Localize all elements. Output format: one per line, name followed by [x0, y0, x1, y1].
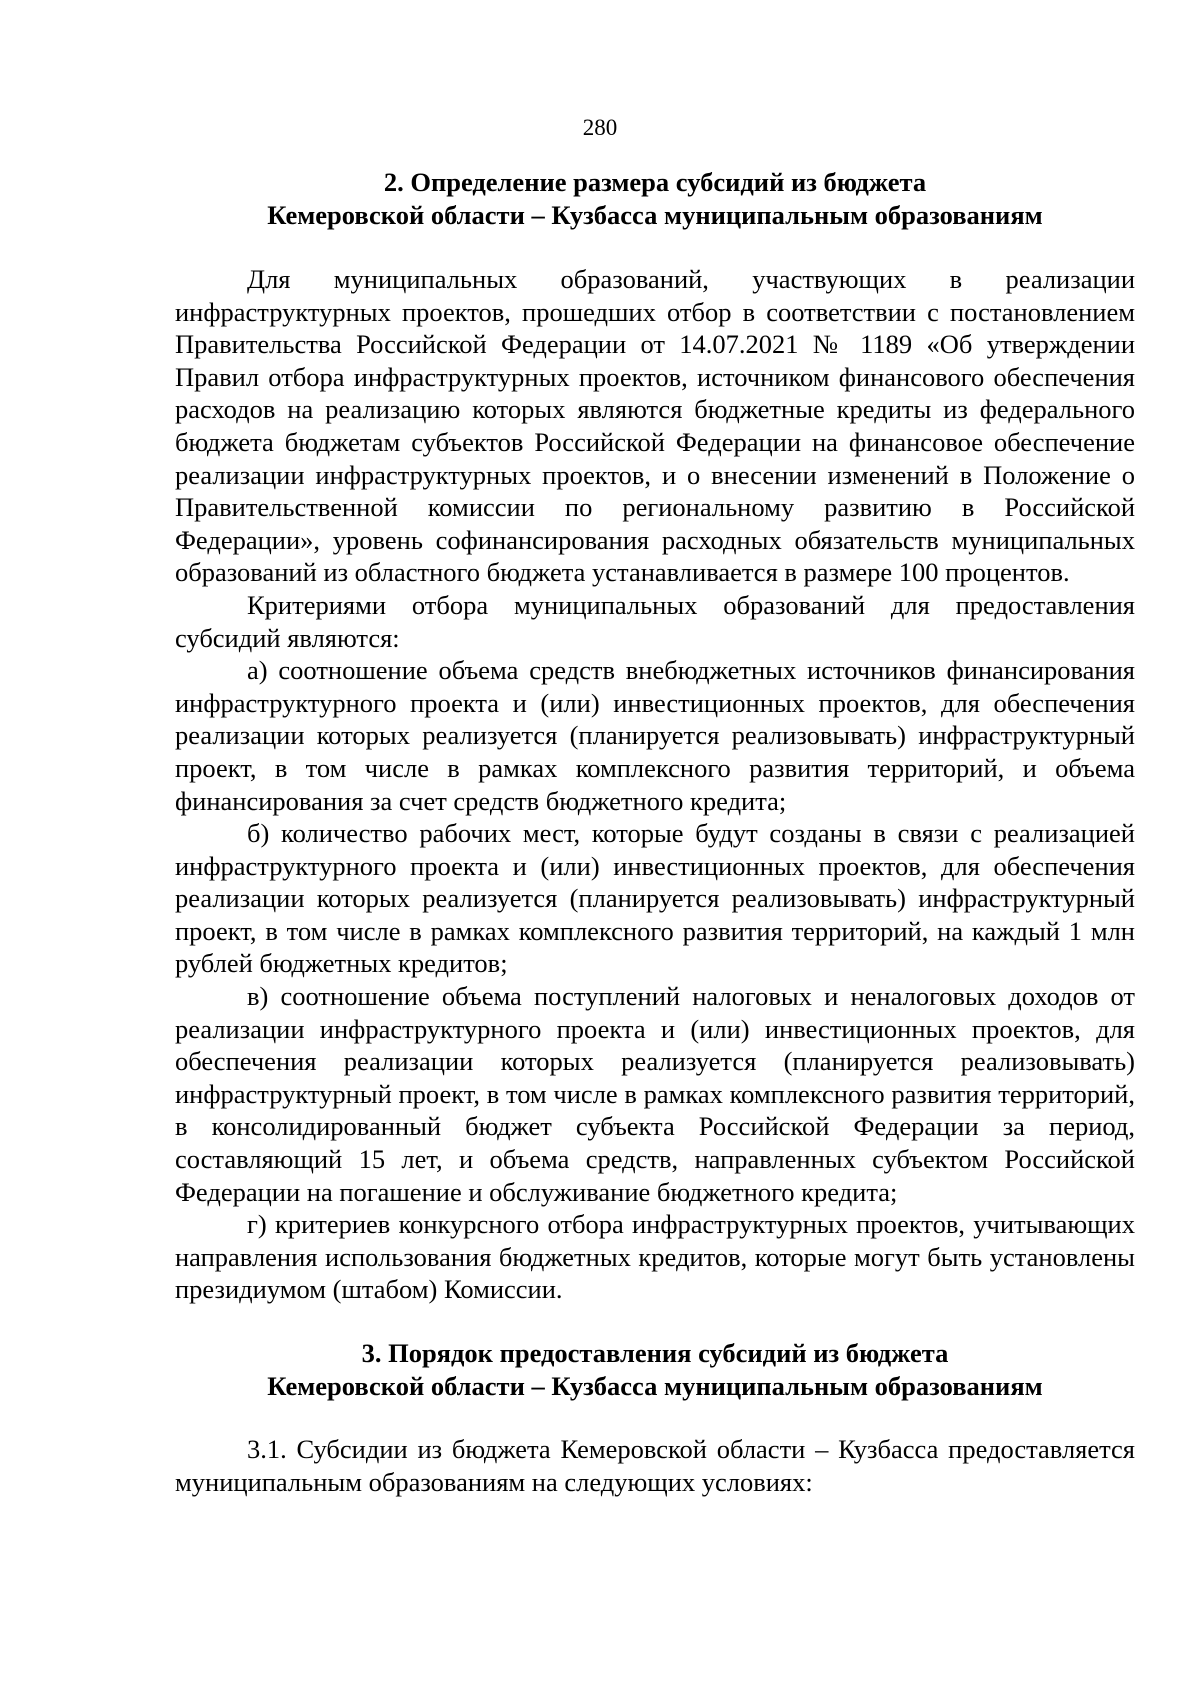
section-2-heading-line-2: Кемеровской области – Кузбасса муниципальным образованиям [267, 200, 1043, 230]
section-3-heading-line-1: 3. Порядок предоставления субсидий из бюджета [361, 1338, 949, 1368]
section-2-paragraph-criteria: Критериями отбора муниципальных образований для предоставления субсидий являются: [175, 589, 1135, 653]
section-3-paragraph-3-1: 3.1. Субсидии из бюджета Кемеровской области – Кузбасса предоставляется муниципальным образованиям на следующих условиях: [175, 1434, 1135, 1497]
section-3-heading-line-2: Кемеровской области – Кузбасса муниципальным образованиям [267, 1371, 1043, 1401]
criterion-a: а) соотношение объема средств внебюджетных источников финансирования инфраструктурного проекта и (или) инвестиционных проектов, для обеспечения реализации которых реализуется (планируется реализовывать) инфраструктурный проект, в том числе в рамках комплексного развития территорий, и объема финансирования за счет средств бюджетного кредита; [175, 655, 1135, 816]
page-number: 280 [582, 115, 618, 140]
section-2-heading-line-1: 2. Определение размера субсидий из бюджета [383, 167, 927, 197]
criterion-v: в) соотношение объема поступлений налоговых и неналоговых доходов от реализации инфраструктурного проекта и (или) инвестиционных проектов, для обеспечения реализации которых реализуется (планируется реализовывать) инфраструктурный проект, в том числе в рамках комплексного развития территорий, в консолидированный бюджет субъекта Российской Федерации за период, составляющий 15 лет, и объема средств, направленных субъектом Российской Федерации на погашение и обслуживание бюджетного кредита; [175, 981, 1135, 1207]
page-content [175, 166, 1135, 1498]
section-2-heading [175, 166, 1135, 232]
section-2-paragraph-intro: Для муниципальных образований, участвующих в реализации инфраструктурных проектов, прошедших отбор в соответствии с постановлением Правительства Российской Федерации от 14.07.2021 № 1189 «Об утверждении Правил отбора инфраструктурных проектов, источником финансового обеспечения расходов на реализацию которых являются бюджетные кредиты из федерального бюджета бюджетам субъектов Российской Федерации на финансовое обеспечение реализации инфраструктурных проектов, и о внесении изменений в Положение о Правительственной комиссии по региональному развитию в Российской Федерации», уровень софинансирования расходных обязательств муниципальных образований из областного бюджета устанавливается в размере 100 процентов. [175, 264, 1135, 588]
criterion-b: б) количество рабочих мест, которые будут созданы в связи с реализацией инфраструктурного проекта и (или) инвестиционных проектов, для обеспечения реализации которых реализуется (планируется реализовывать) инфраструктурный проект, в том числе в рамках комплексного развития территорий, на каждый 1 млн рублей бюджетных кредитов; [175, 818, 1135, 979]
spacer [175, 1306, 1135, 1337]
criterion-g: г) критериев конкурсного отбора инфраструктурных проектов, учитывающих направления использования бюджетных кредитов, которые могут быть установлены президиумом (штабом) Комиссии. [175, 1209, 1135, 1305]
spacer [175, 232, 1135, 263]
section-3-heading [175, 1337, 1135, 1403]
spacer [175, 1403, 1135, 1433]
